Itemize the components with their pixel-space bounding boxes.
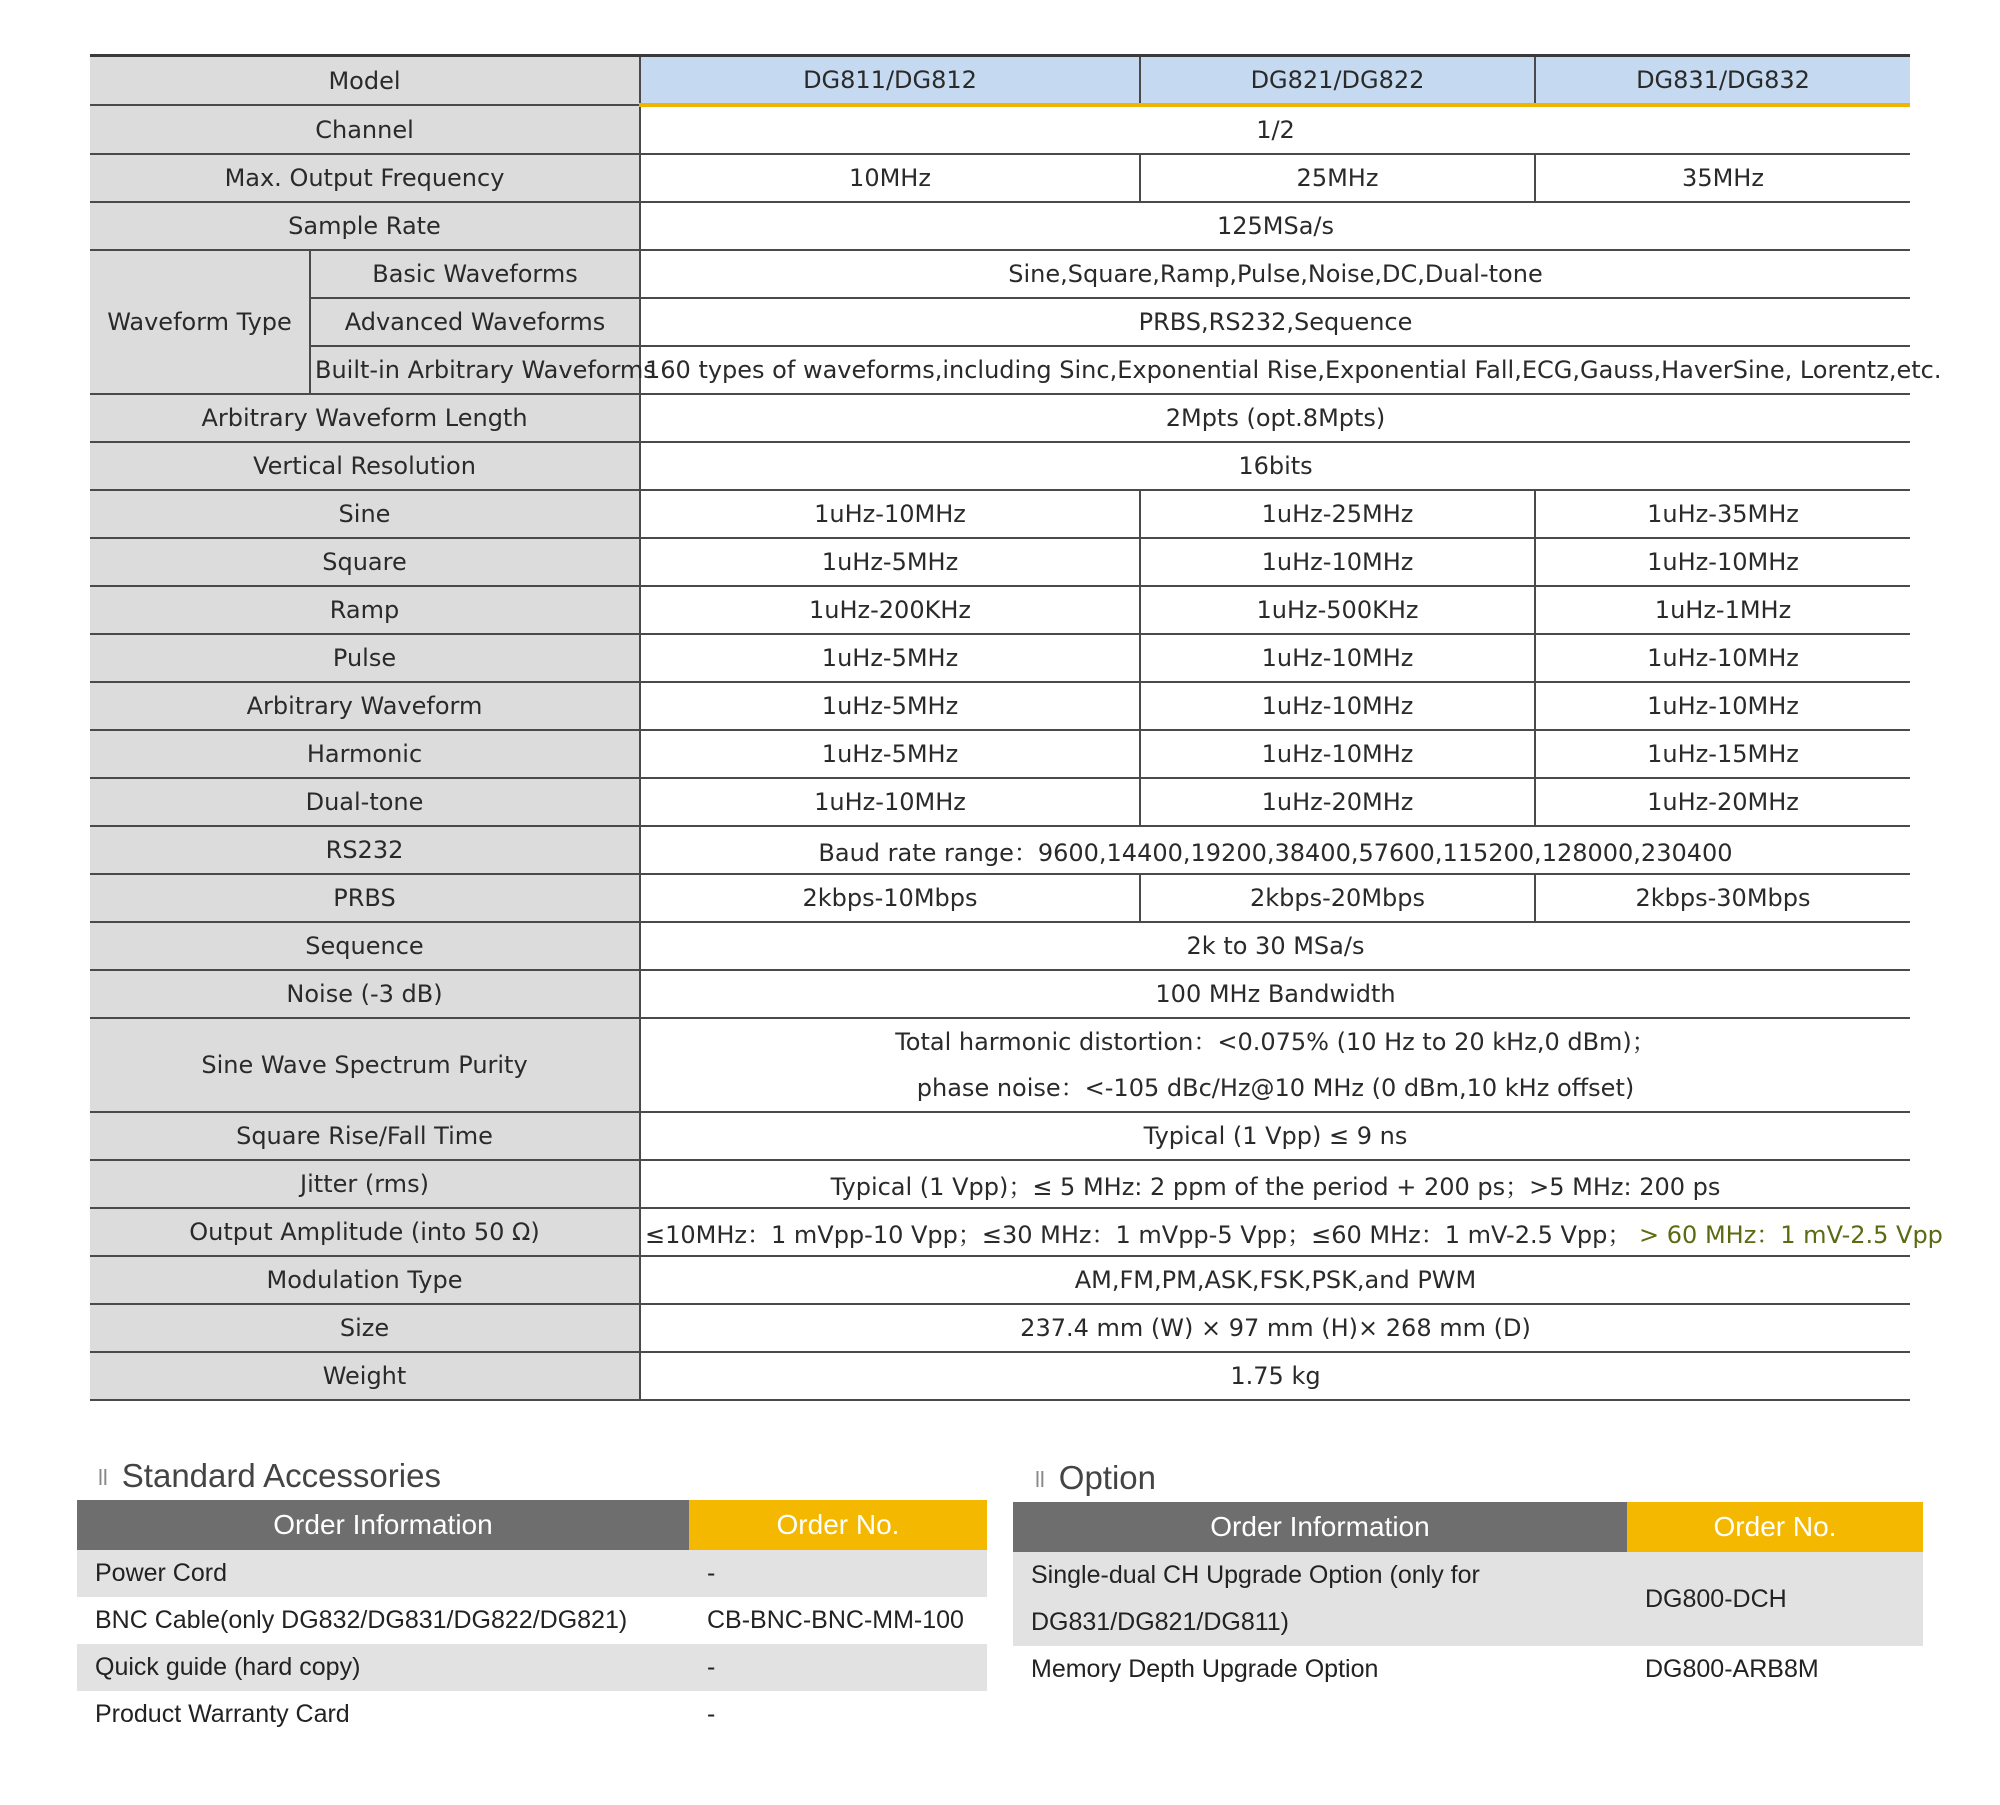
row-value: 125MSa/s (640, 202, 1910, 250)
cell-value: 1uHz-35MHz (1535, 490, 1910, 538)
option-header-row (1013, 1502, 1923, 1552)
row-value: 1/2 (640, 105, 1910, 154)
cell-value: 2kbps-10Mbps (640, 874, 1140, 922)
row-value (640, 1208, 1943, 1256)
table-row (77, 1550, 987, 1597)
option-table (1013, 1502, 1923, 1693)
row-sequence (90, 922, 1910, 970)
row-value: 100 MHz Bandwidth (640, 970, 1910, 1018)
row-pulse (90, 634, 1910, 682)
row-amplitude (90, 1208, 1910, 1256)
row-label: PRBS (90, 874, 640, 922)
model-header-3: DG831/DG832 (1535, 56, 1910, 106)
order-no-cell: - (707, 1700, 716, 1728)
order-no-header: Order No. (689, 1500, 987, 1550)
sub-label: Advanced Waveforms (310, 298, 640, 346)
cell-value: 1uHz-5MHz (640, 730, 1140, 778)
cell-value: 2kbps-20Mbps (1140, 874, 1535, 922)
row-builtin-waveforms (90, 346, 1910, 394)
cell-value: 1uHz-500KHz (1140, 586, 1535, 634)
row-channel (90, 105, 1910, 154)
row-label: Output Amplitude (into 50 Ω) (90, 1208, 640, 1256)
option-title: Option (1058, 1459, 1157, 1496)
cell-value: 25MHz (1140, 154, 1535, 202)
table-row (1013, 1646, 1923, 1693)
cell-value: 10MHz (640, 154, 1140, 202)
row-label: Sine Wave Spectrum Purity (90, 1018, 640, 1112)
row-max-freq (90, 154, 1910, 202)
amplitude-main: ≤10MHz：1 mVpp-10 Vpp；≤30 MHz：1 mVpp-5 Vpp；≤60 MHz：1 mV-2.5 Vpp； (645, 1220, 1632, 1249)
cell-value: 1uHz-10MHz (1140, 730, 1535, 778)
order-no-header: Order No. (1627, 1502, 1923, 1552)
model-header-1: DG811/DG812 (640, 56, 1140, 106)
row-value: 1.75 kg (640, 1352, 1910, 1400)
cell-value: 1uHz-20MHz (1140, 778, 1535, 826)
order-info-cell: Power Cord (77, 1550, 689, 1597)
row-noise (90, 970, 1910, 1018)
table-row (77, 1597, 987, 1644)
row-label: Ramp (90, 586, 640, 634)
table-row (77, 1644, 987, 1691)
cell-value: 1uHz-25MHz (1140, 490, 1535, 538)
row-label: Size (90, 1304, 640, 1352)
cell-value: 1uHz-10MHz (1140, 538, 1535, 586)
row-sample-rate (90, 202, 1910, 250)
cell-value: 1uHz-1MHz (1535, 586, 1910, 634)
row-label: Sine (90, 490, 640, 538)
row-rs232 (90, 826, 1910, 874)
row-label: Max. Output Frequency (90, 154, 640, 202)
row-advanced-waveforms (90, 298, 1910, 346)
accessories-heading (98, 1457, 441, 1495)
amplitude-highlight: > 60 MHz：1 mV-2.5 Vpp (1639, 1220, 1943, 1249)
cell-value: 1uHz-10MHz (1535, 538, 1910, 586)
purity-line-1: Total harmonic distortion：<0.075% (10 Hz to 20 kHz,0 dBm)； (895, 1028, 1656, 1056)
row-label: Model (90, 56, 640, 106)
row-value: AM,FM,PM,ASK,FSK,PSK,and PWM (640, 1256, 1910, 1304)
row-harmonic (90, 730, 1910, 778)
cell-value: 1uHz-200KHz (640, 586, 1140, 634)
row-label: Modulation Type (90, 1256, 640, 1304)
row-label: Square Rise/Fall Time (90, 1112, 640, 1160)
row-label: Vertical Resolution (90, 442, 640, 490)
cell-value: 1uHz-10MHz (640, 778, 1140, 826)
order-info-cell: Memory Depth Upgrade Option (1031, 1655, 1379, 1683)
cell-value: 1uHz-10MHz (1140, 682, 1535, 730)
row-arb-waveform (90, 682, 1910, 730)
row-label: Dual-tone (90, 778, 640, 826)
row-sine (90, 490, 1910, 538)
cell-value: 1uHz-5MHz (640, 634, 1140, 682)
row-value: 2k to 30 MSa/s (640, 922, 1910, 970)
row-value: Baud rate range：9600,14400,19200,38400,57600,115200,128000,230400 (640, 826, 1910, 874)
row-arb-length (90, 394, 1910, 442)
accessories-table (77, 1500, 987, 1738)
row-value: 2Mpts (opt.8Mpts) (640, 394, 1910, 442)
row-rise-fall (90, 1112, 1910, 1160)
accessories-header-row (77, 1500, 987, 1550)
order-info-header: Order Information (1013, 1502, 1627, 1552)
row-value: Sine,Square,Ramp,Pulse,Noise,DC,Dual-tone (640, 250, 1910, 298)
cell-value: 1uHz-20MHz (1535, 778, 1910, 826)
row-label: Sample Rate (90, 202, 640, 250)
row-prbs (90, 874, 1910, 922)
row-label: Channel (90, 105, 640, 154)
table-row (77, 1691, 987, 1738)
section-bars-icon: ll (1035, 1467, 1045, 1493)
waveform-type-label: Waveform Type (90, 250, 310, 394)
order-info-line-1: Single-dual CH Upgrade Option (only for (1031, 1561, 1480, 1589)
table-row (1013, 1552, 1923, 1646)
row-model (90, 56, 1910, 106)
sub-label: Basic Waveforms (310, 250, 640, 298)
model-header-2: DG821/DG822 (1140, 56, 1535, 106)
order-info-cell: BNC Cable(only DG832/DG831/DG822/DG821) (95, 1606, 628, 1634)
order-no-cell: DG800-ARB8M (1645, 1655, 1819, 1683)
order-no-cell: CB-BNC-BNC-MM-100 (707, 1606, 964, 1634)
cell-value: 1uHz-15MHz (1535, 730, 1910, 778)
row-value: 237.4 mm (W) × 97 mm (H)× 268 mm (D) (640, 1304, 1910, 1352)
row-label: Weight (90, 1352, 640, 1400)
option-heading (1035, 1459, 1156, 1497)
cell-value: 1uHz-5MHz (640, 538, 1140, 586)
row-spectrum-purity (90, 1018, 1910, 1112)
row-label: Noise (-3 dB) (90, 970, 640, 1018)
row-label: RS232 (90, 826, 640, 874)
row-square (90, 538, 1910, 586)
row-ramp (90, 586, 1910, 634)
order-info-cell: Product Warranty Card (95, 1700, 350, 1728)
row-label: Square (90, 538, 640, 586)
row-label: Sequence (90, 922, 640, 970)
sub-label: Built-in Arbitrary Waveforms (310, 346, 640, 394)
row-label: Pulse (90, 634, 640, 682)
order-info-cell: Quick guide (hard copy) (77, 1644, 689, 1691)
order-info-cell (1013, 1552, 1627, 1646)
section-bars-icon: ll (98, 1465, 108, 1491)
row-value: 160 types of waveforms,including Sinc,Exponential Rise,Exponential Fall,ECG,Gauss,HaverSine, Lorentz,etc. (640, 346, 1910, 394)
row-dual-tone (90, 778, 1910, 826)
order-no-cell: - (689, 1550, 987, 1597)
row-weight (90, 1352, 1910, 1400)
row-value: 16bits (640, 442, 1910, 490)
cell-value: 1uHz-10MHz (1535, 682, 1910, 730)
purity-line-2: phase noise：<-105 dBc/Hz@10 MHz (0 dBm,10 kHz offset) (916, 1074, 1635, 1102)
cell-value: 1uHz-10MHz (640, 490, 1140, 538)
row-jitter (90, 1160, 1910, 1208)
cell-value: 1uHz-10MHz (1140, 634, 1535, 682)
order-info-header: Order Information (77, 1500, 689, 1550)
cell-value: 2kbps-30Mbps (1535, 874, 1910, 922)
row-basic-waveforms (90, 250, 1910, 298)
row-label: Arbitrary Waveform (90, 682, 640, 730)
order-no-cell: - (689, 1644, 987, 1691)
accessories-title: Standard Accessories (121, 1457, 441, 1494)
cell-value: 1uHz-5MHz (640, 682, 1140, 730)
row-modulation (90, 1256, 1910, 1304)
spec-table (90, 54, 1943, 1401)
row-value: PRBS,RS232,Sequence (640, 298, 1910, 346)
row-value: Typical (1 Vpp) ≤ 9 ns (640, 1112, 1910, 1160)
row-value: Typical (1 Vpp)；≤ 5 MHz: 2 ppm of the period + 200 ps；>5 MHz: 200 ps (640, 1160, 1910, 1208)
cell-value: 35MHz (1535, 154, 1910, 202)
row-label: Arbitrary Waveform Length (90, 394, 640, 442)
row-label: Jitter (rms) (90, 1160, 640, 1208)
row-value (640, 1018, 1910, 1112)
row-label: Harmonic (90, 730, 640, 778)
order-info-line-2: DG831/DG821/DG811) (1031, 1608, 1289, 1636)
row-size (90, 1304, 1910, 1352)
cell-value: 1uHz-10MHz (1535, 634, 1910, 682)
order-no-cell: DG800-DCH (1627, 1552, 1923, 1646)
row-vertical-res (90, 442, 1910, 490)
